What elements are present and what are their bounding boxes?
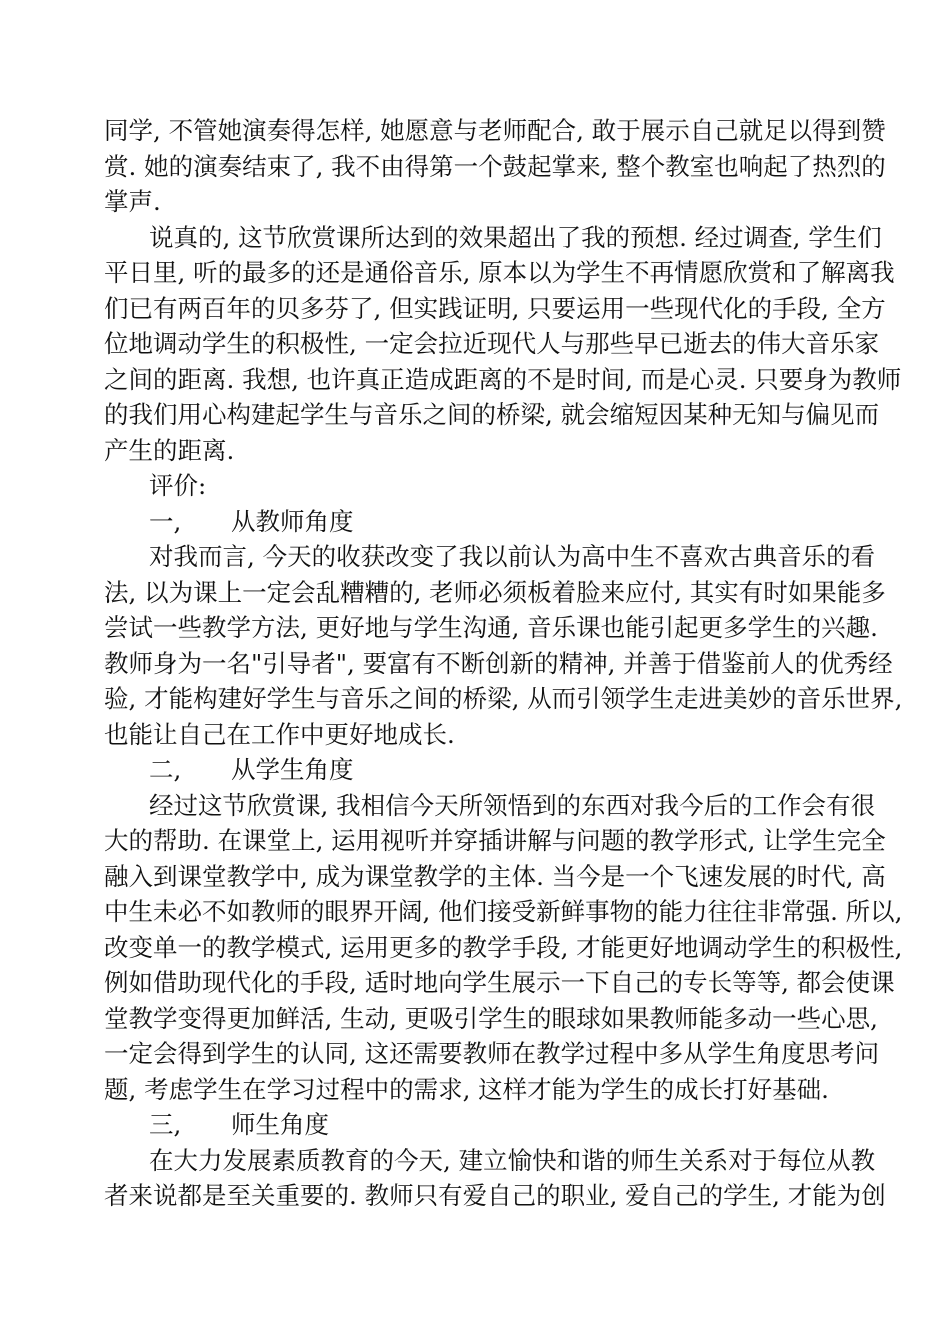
section-title: 师生角度 (231, 1110, 329, 1139)
text-line: 者来说都是至关重要的. 教师只有爱自己的职业, 爱自己的学生, 才能为创 (104, 1181, 886, 1210)
section-heading-student (104, 752, 844, 788)
section-heading-teacher-student (104, 1107, 844, 1143)
section-title: 从学生角度 (231, 755, 354, 784)
text-line: 说真的, 这节欣赏课所达到的效果超出了我的预想. 经过调查, 学生们 (149, 222, 882, 252)
text-line: 法, 以为课上一定会乱糟糟的, 老师必须板着脸来应付, 其实有时如果能多 (104, 577, 886, 607)
text-line: 赏. 她的演奏结束了, 我不由得第一个鼓起掌来, 整个教室也响起了热烈的 (104, 151, 886, 181)
document-body (104, 113, 903, 1214)
text-line: 在大力发展素质教育的今天, 建立愉快和谐的师生关系对于每位从教 (149, 1145, 876, 1175)
text-line: 中生未必不如教师的眼界开阔, 他们接受新鲜事物的能力往往非常强. 所以, (104, 897, 903, 926)
text-line: 产生的距离. (104, 435, 235, 465)
text-line: 经过这节欣赏课, 我相信今天所领悟到的东西对我今后的工作会有很 (149, 790, 876, 820)
text-line: 位地调动学生的积极性, 一定会拉近现代人与那些早已逝去的伟大音乐家 (104, 329, 880, 358)
text-line: 们已有两百年的贝多芬了, 但实践证明, 只要运用一些现代化的手段, 全方 (104, 293, 886, 323)
text-line: 尝试一些教学方法, 更好地与学生沟通, 音乐课也能引起更多学生的兴趣. (104, 613, 878, 642)
text-line: 堂教学变得更加鲜活, 生动, 更吸引学生的眼球如果教师能多动一些心思, (104, 1003, 878, 1033)
section-heading-teacher (104, 504, 844, 540)
text-line: 对我而言, 今天的收获改变了我以前认为高中生不喜欢古典音乐的看 (149, 542, 876, 571)
section-title: 从教师角度 (231, 506, 354, 536)
text-line: 掌声. (104, 187, 161, 216)
text-line: 教师身为一名"引导者", 要富有不断创新的精神, 并善于借鉴前人的优秀经 (104, 648, 893, 678)
text-line: 例如借助现代化的手段, 适时地向学生展示一下自己的专长等等, 都会使课 (104, 968, 895, 997)
text-line: 大的帮助. 在课堂上, 运用视听并穿插讲解与问题的教学形式, 让学生完全 (104, 826, 886, 855)
text-line: 改变单一的教学模式, 运用更多的教学手段, 才能更好地调动学生的积极性, (104, 932, 903, 962)
text-line: 之间的距离. 我想, 也许真正造成距离的不是时间, 而是心灵. 只要身为教师 (104, 364, 902, 394)
text-line: 一定会得到学生的认同, 这还需要教师在教学过程中多从学生角度思考问 (104, 1039, 880, 1068)
text-line: 的我们用心构建起学生与音乐之间的桥梁, 就会缩短因某种无知与偏见而 (104, 400, 880, 429)
evaluation-label: 评价: (149, 471, 207, 500)
text-line: 融入到课堂教学中, 成为课堂教学的主体. 当今是一个飞速发展的时代, 高 (104, 861, 886, 891)
text-line: 验, 才能构建好学生与音乐之间的桥梁, 从而引领学生走进美妙的音乐世界, (104, 684, 903, 713)
text-line: 平日里, 听的最多的还是通俗音乐, 原本以为学生不再情愿欣赏和了解离我 (104, 258, 895, 287)
text-line: 题, 考虑学生在学习过程中的需求, 这样才能为学生的成长打好基础. (104, 1074, 829, 1104)
text-line: 也能让自己在工作中更好地成长. (104, 719, 455, 749)
text-line: 同学, 不管她演奏得怎样, 她愿意与老师配合, 敢于展示自己就足以得到赞 (104, 116, 886, 145)
section-number: 二, (149, 755, 182, 784)
section-number: 一, (149, 506, 182, 536)
section-number: 三, (149, 1110, 182, 1139)
